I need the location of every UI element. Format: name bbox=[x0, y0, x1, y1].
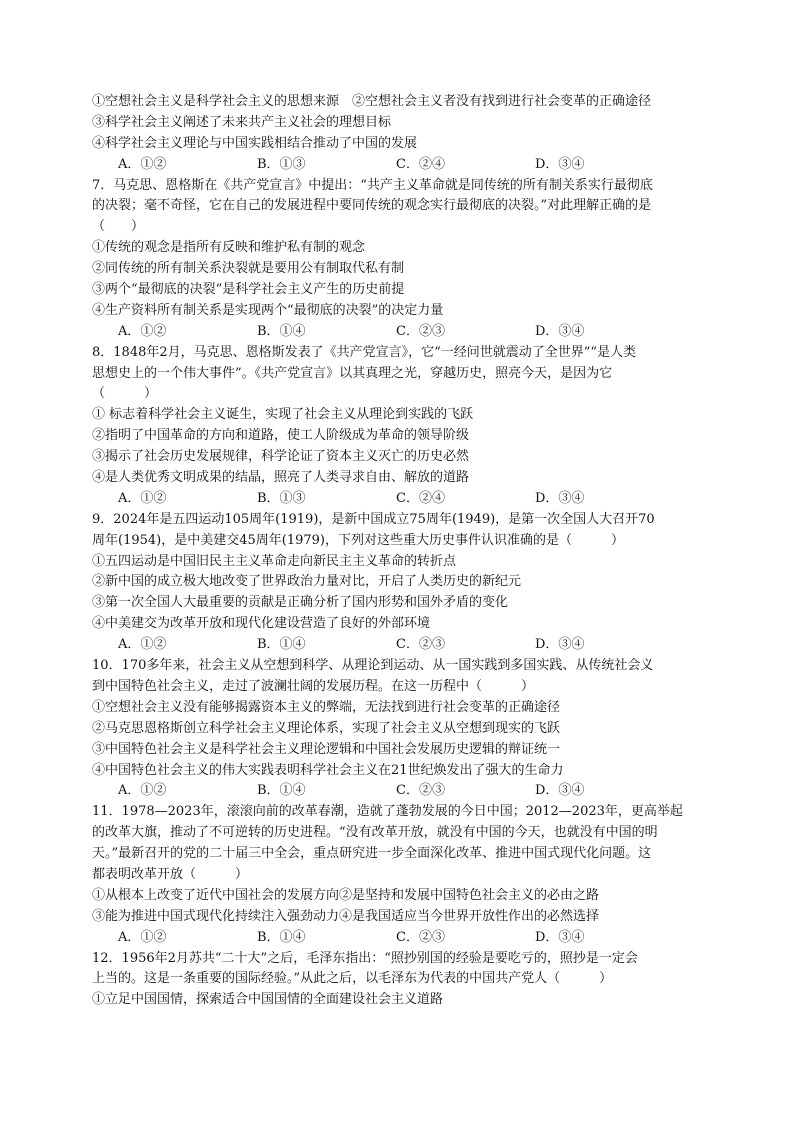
question-12 bbox=[92, 949, 704, 1012]
question-stem-line: 上当的。这是一条重要的国际经验。”从此之后，以毛泽东为代表的中国共产党人（ ） bbox=[92, 971, 613, 987]
question-6-tail bbox=[92, 92, 704, 176]
question-10 bbox=[92, 656, 704, 802]
choice-b: B．①③ bbox=[257, 156, 306, 172]
choice-a: A．①② bbox=[118, 637, 167, 653]
question-7 bbox=[92, 176, 704, 343]
option-line: ① 标志着科学社会主义诞生，实现了社会主义从理论到实践的飞跃 bbox=[92, 407, 474, 423]
question-stem-line: 思想史上的一个伟大事件”。《共产党宣言》以其真理之光，穿越历史，照亮今天，是因为它 bbox=[92, 365, 613, 381]
option-line: ①立足中国国情，探索适合中国国情的全面建设社会主义道路 bbox=[92, 992, 444, 1008]
question-stem-line: 的改革大旗，推动了不可逆转的历史进程。“没有改革开放，就没有中国的今天，也就没有中国的明 bbox=[92, 825, 658, 841]
answer-choices bbox=[92, 322, 704, 343]
question-stem-line: 11．1978—2023年，滚滚向前的改革春潮，造就了蓬勃发展的今日中国；2012—2023年，更高举起 bbox=[92, 804, 683, 820]
choice-b: B．①④ bbox=[257, 783, 306, 799]
choice-d: D．③④ bbox=[535, 637, 585, 653]
choice-c: C．②③ bbox=[396, 323, 445, 339]
question-stem-line: 10．170多年来，社会主义从空想到科学、从理论到运动、从一国实践到多国实践、从传统社会义 bbox=[92, 658, 654, 674]
question-stem-line: 的决裂；毫不奇怪，它在自己的发展进程中要同传统的观念实行最彻底的决裂。”对此理解正确的是 bbox=[92, 198, 652, 214]
question-stem-line: 天。”最新召开的党的二十届三中全会，重点研究进一步全面深化改革、推进中国式现代化问题。这 bbox=[92, 846, 652, 862]
option-line: ③中国特色社会主义是科学社会主义理论逻辑和中国社会发展历史逻辑的辩证统一 bbox=[92, 741, 561, 757]
question-stem-line: 7．马克思、恩格斯在《共产党宣言》中提出：“共产主义革命就是同传统的所有制关系实行最彻底 bbox=[92, 177, 653, 193]
option-line: ③两个“最彻底的决裂”是科学社会主义产生的历史前提 bbox=[92, 282, 405, 298]
choice-b: B．①④ bbox=[257, 637, 306, 653]
answer-choices bbox=[92, 781, 704, 802]
question-stem-line: （ ） bbox=[92, 386, 158, 402]
option-line: ④中国特色社会主义的伟大实践表明科学社会主义在21世纪焕发出了强大的生命力 bbox=[92, 762, 564, 778]
option-line: ②同传统的所有制关系決裂就是要用公有制取代私有制 bbox=[92, 261, 405, 277]
option-line: ④生产资料所有制关系是实现两个“最彻底的决裂”的决定力量 bbox=[92, 302, 444, 318]
choice-c: C．②④ bbox=[396, 156, 445, 172]
option-line: ④中美建交为改革开放和现代化建设营造了良好的外部环境 bbox=[92, 616, 431, 632]
question-stem-line: 12．1956年2月苏共“二十大”之后，毛泽东指出：“照抄别国的经验是要吃亏的，照抄是一定会 bbox=[92, 950, 638, 966]
option-line: ②指明了中国革命的方向和道路，使工人阶级成为革命的领导阶级 bbox=[92, 428, 470, 444]
question-stem-line: 8．1848年2月，马克思、恩格斯发表了《共产党宣言》，它“一经问世就震动了全世界”“是人类 bbox=[92, 344, 637, 360]
choice-b: B．①④ bbox=[257, 929, 306, 945]
option-line: ①空想社会主义是科学社会主义的思想来源 ②空想社会主义者没有找到进行社会变革的正确途径 bbox=[92, 94, 652, 109]
choice-d: D．③④ bbox=[535, 783, 585, 799]
choice-a: A．①② bbox=[118, 490, 167, 506]
question-stem-line: （ ） bbox=[92, 219, 145, 235]
question-stem-line: 9．2024年是五四运动105周年(1919)，是新中国成立75周年(1949)，是第一次全国人大召开70 bbox=[92, 511, 655, 527]
choice-a: A．①② bbox=[118, 323, 167, 339]
option-line: ①传统的观念是指所有反映和维护私有制的观念 bbox=[92, 240, 366, 256]
choice-c: C．②④ bbox=[396, 490, 445, 506]
choice-a: A．①② bbox=[118, 929, 167, 945]
answer-choices bbox=[92, 928, 704, 949]
choice-d: D．③④ bbox=[535, 323, 585, 339]
choice-d: D．③④ bbox=[535, 490, 585, 506]
option-line: ①空想社会主义没有能够揭露资本主义的弊端，无法找到进行社会变革的正确途径 bbox=[92, 699, 561, 715]
answer-choices bbox=[92, 489, 704, 510]
choice-c: C．②③ bbox=[396, 637, 445, 653]
option-line: ①从根本上改变了近代中国社会的发展方向②是坚持和发展中国特色社会主义的必由之路 bbox=[92, 887, 600, 903]
choice-b: B．①④ bbox=[257, 323, 306, 339]
option-line: ③能为推进中国式现代化持续注入强劲动力④是我国适应当今世界开放性作出的必然选择 bbox=[92, 908, 600, 924]
question-stem-line: 到中国特色社会主义，走过了波澜壮阔的发展历程。在这一历程中（ ） bbox=[92, 678, 535, 694]
choice-b: B．①③ bbox=[257, 490, 306, 506]
answer-choices bbox=[92, 635, 704, 656]
question-stem-line: 周年(1954)，是中美建交45周年(1979)，下列对这些重大历史事件认识准确的是（ ） bbox=[92, 532, 624, 548]
option-line: ①五四运动是中国旧民主主义革命走向新民主主义革命的转折点 bbox=[92, 553, 457, 569]
option-line: ③科学社会主义阐述了未来共产主义社会的理想目标 bbox=[92, 114, 392, 130]
choice-a: A．①② bbox=[118, 783, 167, 799]
option-line: ④是人类优秀文明成果的结晶，照亮了人类寻求自由、解放的道路 bbox=[92, 470, 470, 486]
option-line: ③第一次全国人大最重要的贡献是正确分析了国内形势和国外矛盾的变化 bbox=[92, 595, 509, 611]
option-line: ②新中国的成立极大地改变了世界政治力量对比，开启了人类历史的新纪元 bbox=[92, 574, 522, 590]
option-line: ②马克思恩格斯创立科学社会主义理论体系，实现了社会主义从空想到现实的飞跃 bbox=[92, 720, 561, 736]
question-11 bbox=[92, 802, 704, 948]
choice-c: C．②③ bbox=[396, 929, 445, 945]
question-8 bbox=[92, 343, 704, 510]
choice-c: C．②③ bbox=[396, 783, 445, 799]
question-stem-line: 都表明改革开放（ ） bbox=[92, 866, 249, 882]
choice-a: A．①② bbox=[118, 156, 167, 172]
answer-choices bbox=[92, 155, 704, 176]
question-9 bbox=[92, 510, 704, 656]
choice-d: D．③④ bbox=[535, 156, 585, 172]
option-line: ④科学社会主义理论与中国实践相结合推动了中国的发展 bbox=[92, 135, 418, 151]
choice-d: D．③④ bbox=[535, 929, 585, 945]
option-line: ③揭示了社会历史发展规律，科学论证了资本主义灭亡的历史必然 bbox=[92, 449, 470, 465]
